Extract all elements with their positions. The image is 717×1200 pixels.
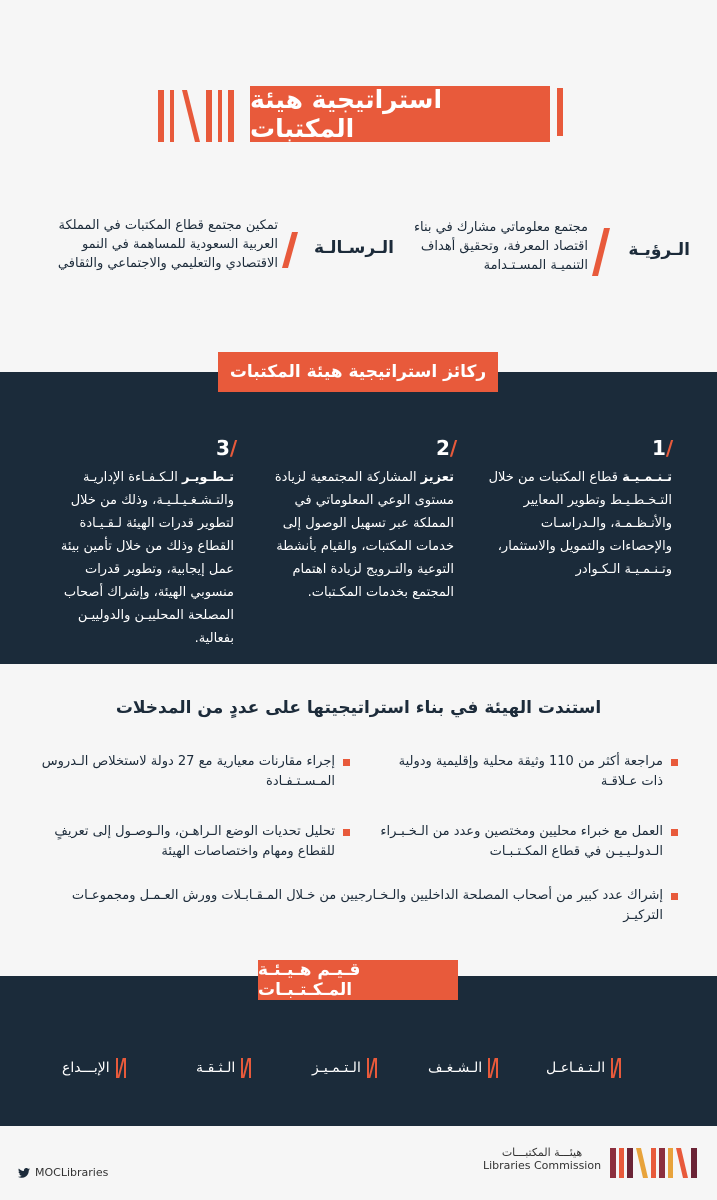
input-item-5: إشراك عدد كبير من أصحاب المصلحة الداخليين والـخـارجيين من خـلال المـقـابـلات وورش العـمـل ومجموعـات التركيـز [40,886,678,926]
header-stripes-decoration [156,84,240,148]
bullet-square-icon [671,893,678,900]
pillar-1-text: تـنـمـيـة قطاع المكتبات من خلال التـخـطـيـط وتطوير المعايير والأنـظـمـة، والـدراسـات والإحصاءات والتمويل والاستثمار، وتـنـمـيـة الـكـوادر [488,470,672,577]
inputs-heading: استندت الهيئة في بناء استراتيجيتها على عددٍ من المدخلات [115,698,602,718]
vision-slash-icon [592,228,610,276]
twitter-icon [18,1168,30,1178]
bullet-square-icon [671,759,678,766]
value-bars-icon [116,1058,126,1078]
value-bars-icon [611,1058,621,1078]
header-stripe-right [557,88,563,136]
value-item-4: الـثـقـة [196,1058,251,1078]
pillar-2-text: تعزيز المشاركة المجتمعية لزيادة مستوى الوعي المعلوماتي في المملكة عبر تسهيل الوصول إلى خدمات المكتبات، والقيام بأنشطة التوعية والتـرويج لزيادة اهتمام المجتمع بخدمات المكـتبات. [274,470,454,600]
mission-text: تمكين مجتمع قطاع المكتبات في المملكة العربية السعودية للمساهمة في النمو الاقتصادي والتعليمي والاجتماعي والثقافي [57,218,278,271]
value-item-3: الـتـمـيـز [312,1058,377,1078]
values-title: قـيـم هـيـئـة المـكـتـبـات [258,960,458,1000]
input-item-2: إجراء مقارنات معيارية مع 27 دولة لاستخلاص الـدروس المـسـتـفـادة [40,752,350,792]
footer-logo-text: هيئـــة المكتبـــات Libraries Commission [482,1146,602,1172]
value-bars-icon [367,1058,377,1078]
input-item-3: العمل مع خبراء محليين ومختصين وعدد من الـخـبـراء الـدولـيـيـن في قطاع المكـتـبـات [378,822,678,862]
vision-title: الـرؤيـة [628,240,690,260]
input-item-1: مراجعة أكثر من 110 وثيقة محلية وإقليمية ودولية ذات عـلاقـة [378,752,678,792]
page-title: استراتيجية هيئة المكتبات [250,86,550,142]
value-item-2: الـشـغـف [428,1058,498,1078]
value-item-5: الإبـــداع [62,1058,126,1078]
input-item-4: تحليل تحديات الوضع الـراهـن، والـوصـول إلى تعريفٍ للقطاع ومهام واختصاصات الهيئة [40,822,350,862]
bullet-square-icon [343,759,350,766]
vision-text: مجتمع معلوماتي مشارك في بناء اقتصاد المعرفة، وتحقيق أهداف التنميـة المسـتـدامة [413,220,588,273]
mission-slash-icon [282,232,298,268]
pillars-title: ركائز استراتيجية هيئة المكتبات [218,352,498,392]
value-bars-icon [488,1058,498,1078]
value-bars-icon [241,1058,251,1078]
bullet-square-icon [343,829,350,836]
pillar-3-number: 3/ [216,436,238,460]
twitter-link[interactable]: MOCLibraries [18,1166,108,1179]
pillar-2-number: 2/ [436,436,458,460]
bullet-square-icon [671,829,678,836]
mission-title: الـرسـالـة [313,238,394,258]
pillar-1-number: 1/ [652,436,674,460]
pillar-3-text: تـطـويـر الـكـفـاءة الإداريـة والتـشـغـيـلـيـة، وذلك من خلال لتطوير قدرات الهيئة لـقـيـادة القطاع وذلك من خلال تأمين بيئة عمل إيجابية، وتطوير قدرات منسوبي الهيئة، وإشراك أصحاب المصلحة المحلييـن والدولييـن بفعالية. [60,470,234,646]
value-item-1: الـتـفـاعـل [546,1058,621,1078]
footer [0,1126,717,1200]
libraries-commission-logo-icon [610,1146,700,1180]
